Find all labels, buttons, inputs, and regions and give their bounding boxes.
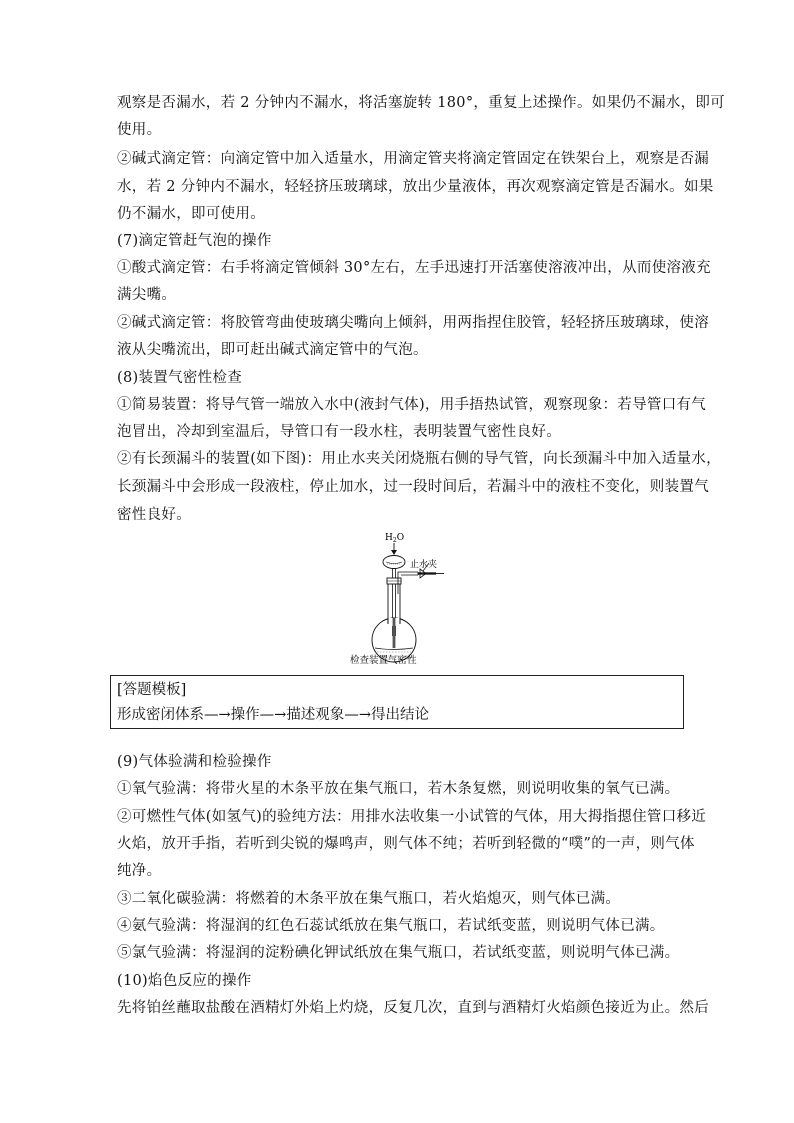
template-step: 操作 (230, 707, 260, 723)
text-line: ①简易装置：将导气管一端放入水中(液封气体)，用手捂热试管，观察现象：若导管口有气 (117, 397, 707, 413)
text-line: ①酸式滴定管：右手将滴定管倾斜 30°左右，左手迅速打开活塞使溶液冲出，从而使溶液充 (117, 260, 711, 276)
section-heading: (9)气体验满和检验操作 (117, 754, 272, 770)
section-heading: (10)焰色反应的操作 (117, 973, 252, 989)
arrow-icon: —→ (204, 707, 231, 723)
template-step: 描述观象 (286, 707, 345, 723)
text-line: 长颈漏斗中会形成一段液柱，停止加水，过一段时间后，若漏斗中的液柱不变化，则装置气 (117, 479, 709, 495)
arrow-icon: —→ (344, 707, 371, 723)
text-line: ②可燃性气体(如氢气)的验纯方法：用排水法收集一小试管的气体，用大拇指摁住管口移近 (117, 809, 707, 825)
text-line: 密性良好。 (117, 507, 191, 523)
template-title: [答题模板] (117, 682, 187, 698)
apparatus-figure (340, 530, 460, 668)
text-line: 仍不漏水，即可使用。 (117, 206, 265, 222)
text-line: ⑤氯气验满：将湿润的淀粉碘化钾试纸放在集气瓶口，若试纸变蓝，则说明气体已满。 (117, 945, 680, 961)
text-line: 水，若 2 分钟内不漏水，轻轻挤压玻璃球，放出少量液体，再次观察滴定管是否漏水。如果 (117, 179, 714, 195)
h2o-label: $H_2O$ (385, 533, 405, 544)
text-line: 使用。 (117, 122, 162, 138)
text-line: 泡冒出，冷却到室温后，导管口有一段水柱，表明装置气密性良好。 (117, 424, 561, 440)
text-line: 火焰，放开手指，若听到尖锐的爆鸣声，则气体不纯；若听到轻微的“噗”的一声，则气体 (117, 836, 695, 852)
template-step: 形成密闭体系 (117, 707, 204, 723)
text-line: 观察是否漏水，若 2 分钟内不漏水，将活塞旋转 180°，重复上述操作。如果仍不漏水，即可 (117, 95, 725, 111)
section-heading: (8)装置气密性检查 (117, 370, 243, 386)
side-tube (398, 572, 418, 575)
airtightness-apparatus-diagram (340, 530, 460, 668)
text-line: 纯净。 (117, 863, 162, 879)
answer-template-box (110, 675, 684, 729)
text-line: ②碱式滴定管：将胶管弯曲使玻璃尖嘴向上倾斜，用两指捏住胶管，轻轻挤压玻璃球，使溶 (117, 315, 709, 331)
template-flow (117, 705, 429, 725)
text-line: 满尖嘴。 (117, 287, 177, 303)
section-heading: (7)滴定管赶气泡的操作 (117, 233, 272, 249)
figure-caption: 检查装置气密性 (350, 655, 417, 666)
text-line: ②有长颈漏斗的装置(如下图)：用止水夹关闭烧瓶右侧的导气管，向长颈漏斗中加入适量水， (117, 451, 721, 467)
arrow-icon: —→ (259, 707, 287, 723)
text-line: ①氧气验满：将带火星的木条平放在集气瓶口，若木条复燃，则说明收集的氧气已满。 (117, 781, 680, 797)
template-step: 得出结论 (370, 707, 429, 723)
text-line: ②碱式滴定管：向滴定管中加入适量水，用滴定管夹将滴定管固定在铁架台上，观察是否漏 (117, 151, 709, 167)
text-line: ④氨气验满：将湿润的红色石蕊试纸放在集气瓶口，若试纸变蓝，则说明气体已满。 (117, 918, 665, 934)
text-line: ③二氧化碳验满：将燃着的木条平放在集气瓶口，若火焰熄灭，则气体已满。 (117, 891, 621, 907)
text-line: 液从尖嘴流出，即可赶出碱式滴定管中的气泡。 (117, 342, 428, 358)
clamp-label: 止水夹 (410, 560, 438, 570)
text-line: 先将铂丝蘸取盐酸在酒精灯外焰上灼烧，反复几次，直到与酒精灯火焰颜色接近为止。然后 (117, 1000, 709, 1016)
